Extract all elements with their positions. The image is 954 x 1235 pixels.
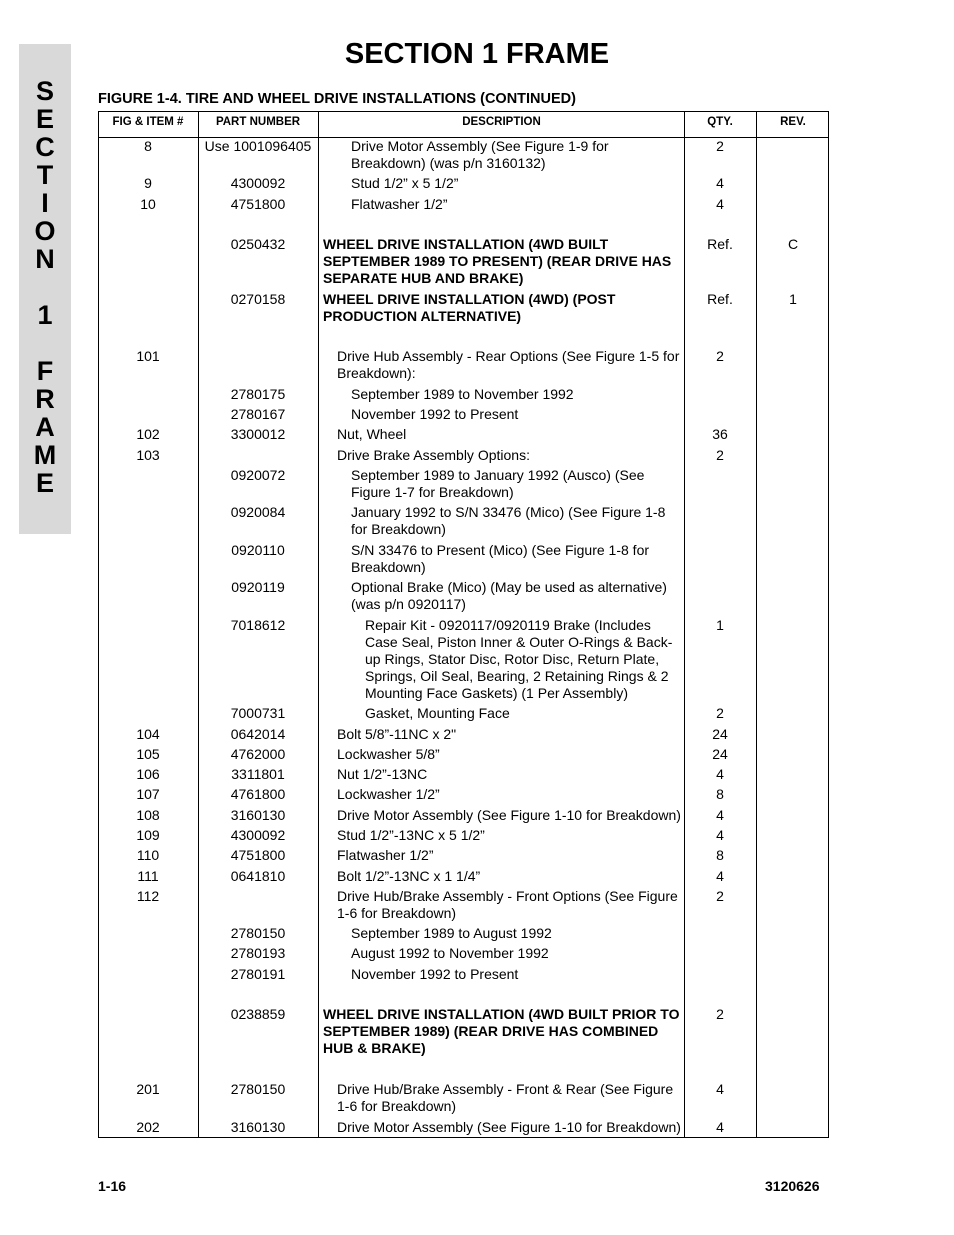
description-line: Breakdown) [351, 559, 426, 575]
item-number: 107 [136, 786, 160, 802]
part-number: 7018612 [230, 617, 286, 633]
description-line: Flatwasher 1/2” [351, 196, 448, 212]
description-line: Nut 1/2”-13NC [337, 766, 428, 782]
part-number: 2780175 [230, 386, 286, 402]
part-number: 3311801 [231, 766, 285, 782]
description-line: Bolt 5/8”-11NC x 2" [337, 726, 457, 742]
column-divider [318, 111, 319, 1138]
item-number: 103 [136, 447, 160, 463]
description-line: Nut, Wheel [337, 426, 407, 442]
description-line: Drive Motor Assembly (See Figure 1-10 for Breakdown) [337, 1119, 681, 1135]
description-line: for Breakdown) [351, 521, 446, 537]
revision: 1 [789, 291, 797, 307]
quantity: 8 [716, 847, 724, 863]
description-line: Mounting Face Gaskets) (1 Per Assembly) [365, 685, 628, 701]
part-number: 4300092 [230, 827, 286, 843]
document-number: 3120626 [765, 1178, 820, 1194]
part-number: 0250432 [230, 236, 286, 252]
side-tab-letter: T [36, 160, 54, 190]
item-number: 109 [136, 827, 160, 843]
description-line: Drive Brake Assembly Options: [337, 447, 530, 463]
description-line: Flatwasher 1/2” [337, 847, 434, 863]
description-line: November 1992 to Present [351, 406, 519, 422]
quantity: 8 [716, 786, 724, 802]
part-number: 2780150 [230, 925, 286, 941]
description-line: Lockwasher 5/8” [337, 746, 440, 762]
description-line: August 1992 to November 1992 [351, 945, 549, 961]
description-line: Breakdown) (was p/n 3160132) [351, 155, 546, 171]
part-number: 0920084 [230, 504, 286, 520]
description-line: WHEEL DRIVE INSTALLATION (4WD BUILT [323, 236, 609, 252]
side-tab-letter: E [35, 468, 54, 498]
column-header-qty: QTY. [707, 116, 733, 128]
part-number: 3160130 [230, 1119, 286, 1135]
side-tab-letter: O [34, 216, 56, 246]
part-number: 2780191 [230, 966, 286, 982]
quantity: 2 [716, 138, 724, 154]
quantity: 4 [716, 807, 724, 823]
quantity: 1 [716, 617, 724, 633]
description-line: Drive Hub/Brake Assembly - Front & Rear (See Figure [337, 1081, 674, 1097]
quantity: 36 [712, 426, 728, 442]
description-line: SEPARATE HUB AND BRAKE) [323, 270, 524, 286]
description-line: Breakdown): [337, 365, 416, 381]
part-number: 4762000 [230, 746, 286, 762]
item-number: 106 [136, 766, 160, 782]
description-line: Drive Hub Assembly - Rear Options (See Figure 1-5 for [337, 348, 680, 364]
description-line: September 1989 to August 1992 [351, 925, 552, 941]
description-line: Bolt 1/2”-13NC x 1 1/4” [337, 868, 481, 884]
description-line: Case Seal, Piston Inner & Outer O-Rings & Back- [365, 634, 673, 650]
part-number: 2780167 [230, 406, 286, 422]
quantity: 2 [716, 888, 724, 904]
description-line: Gasket, Mounting Face [365, 705, 510, 721]
part-number: Use 1001096405 [204, 138, 312, 154]
side-tab-letter: C [35, 132, 55, 162]
side-tab-letter: S [35, 76, 54, 106]
side-tab-letter: I [41, 188, 49, 218]
revision: C [787, 236, 799, 252]
item-number: 105 [136, 746, 160, 762]
page-number: 1-16 [98, 1178, 127, 1194]
quantity: 4 [716, 196, 724, 212]
part-number: 3300012 [230, 426, 286, 442]
side-tab-letter: 1 [37, 300, 53, 330]
item-number: 9 [144, 175, 152, 191]
item-number: 112 [136, 888, 160, 904]
item-number: 110 [136, 847, 160, 863]
description-line: Lockwasher 1/2” [337, 786, 440, 802]
description-line: (was p/n 0920117) [351, 596, 466, 612]
quantity: Ref. [707, 236, 733, 252]
description-line: November 1992 to Present [351, 966, 519, 982]
description-line: WHEEL DRIVE INSTALLATION (4WD) (POST [323, 291, 616, 307]
description-line: January 1992 to S/N 33476 (Mico) (See Figure 1-8 [351, 504, 666, 520]
column-header-description: DESCRIPTION [462, 116, 541, 128]
description-line: up Rings, Stator Disc, Rotor Disc, Return Plate, [365, 651, 660, 667]
column-header-item: FIG & ITEM # [112, 116, 184, 128]
part-number: 0920072 [230, 467, 286, 483]
part-number: 7000731 [230, 705, 286, 721]
description-line: S/N 33476 to Present (Mico) (See Figure 1-8 for [351, 542, 650, 558]
quantity: 24 [712, 746, 728, 762]
part-number: 4751800 [230, 196, 286, 212]
item-number: 10 [140, 196, 156, 212]
section-title: SECTION 1 FRAME [344, 38, 610, 70]
quantity: 4 [716, 175, 724, 191]
quantity: 24 [712, 726, 728, 742]
part-number: 4300092 [230, 175, 286, 191]
part-number: 0238859 [230, 1006, 286, 1022]
description-line: HUB & BRAKE) [323, 1040, 426, 1056]
quantity: 4 [716, 827, 724, 843]
item-number: 202 [136, 1119, 160, 1135]
quantity: 2 [716, 348, 724, 364]
description-line: Figure 1-7 for Breakdown) [351, 484, 514, 500]
quantity: 4 [716, 1081, 724, 1097]
item-number: 102 [136, 426, 160, 442]
figure-title: FIGURE 1-4. TIRE AND WHEEL DRIVE INSTALLATIONS (CONTINUED) [98, 91, 576, 107]
part-number: 0641810 [230, 868, 286, 884]
part-number: 2780150 [230, 1081, 286, 1097]
side-tab-letter: R [35, 384, 55, 414]
part-number: 0920110 [231, 542, 285, 558]
quantity: 4 [716, 868, 724, 884]
description-line: September 1989 to November 1992 [351, 386, 574, 402]
item-number: 8 [144, 138, 152, 154]
item-number: 101 [136, 348, 160, 364]
description-line: 1-6 for Breakdown) [337, 1098, 457, 1114]
part-number: 0920119 [231, 579, 285, 595]
quantity: 4 [716, 1119, 724, 1135]
side-tab-letter: E [35, 104, 54, 134]
description-line: Drive Motor Assembly (See Figure 1-9 for [351, 138, 609, 154]
description-line: Stud 1/2” x 5 1/2” [351, 175, 459, 191]
side-tab-letter: M [33, 440, 57, 470]
description-line: Repair Kit - 0920117/0920119 Brake (Includes [365, 617, 651, 633]
quantity: 2 [716, 705, 724, 721]
description-line: Drive Hub/Brake Assembly - Front Options (See Figure [337, 888, 678, 904]
part-number: 4751800 [230, 847, 286, 863]
column-header-part-number: PART NUMBER [215, 116, 301, 128]
column-header-rev: REV. [780, 116, 806, 128]
description-line: SEPTEMBER 1989 TO PRESENT) (REAR DRIVE HAS [323, 253, 672, 269]
description-line: Stud 1/2”-13NC x 5 1/2” [337, 827, 485, 843]
item-number: 108 [136, 807, 160, 823]
quantity: 4 [716, 766, 724, 782]
quantity: 2 [716, 447, 724, 463]
part-number: 4761800 [230, 786, 286, 802]
part-number: 0270158 [230, 291, 286, 307]
quantity: 2 [716, 1006, 724, 1022]
section-side-tab [19, 44, 71, 534]
description-line: 1-6 for Breakdown) [337, 905, 457, 921]
item-number: 201 [136, 1081, 160, 1097]
part-number: 3160130 [230, 807, 286, 823]
item-number: 104 [136, 726, 160, 742]
description-line: Drive Motor Assembly (See Figure 1-10 for Breakdown) [337, 807, 681, 823]
description-line: Springs, Oil Seal, Bearing, 2 Retaining Rings & 2 [365, 668, 669, 684]
item-number: 111 [137, 868, 159, 884]
part-number: 0642014 [230, 726, 286, 742]
side-tab-letter: A [35, 412, 55, 442]
quantity: Ref. [707, 291, 733, 307]
side-tab-letter: N [35, 244, 55, 274]
side-tab-letter: F [36, 356, 54, 386]
description-line: PRODUCTION ALTERNATIVE) [323, 308, 522, 324]
description-line: September 1989 to January 1992 (Ausco) (See [351, 467, 645, 483]
description-line: WHEEL DRIVE INSTALLATION (4WD BUILT PRIOR TO [323, 1006, 680, 1022]
description-line: SEPTEMBER 1989) (REAR DRIVE HAS COMBINED [323, 1023, 659, 1039]
part-number: 2780193 [230, 945, 286, 961]
column-divider [756, 111, 757, 1138]
description-line: Optional Brake (Mico) (May be used as alternative) [351, 579, 667, 595]
